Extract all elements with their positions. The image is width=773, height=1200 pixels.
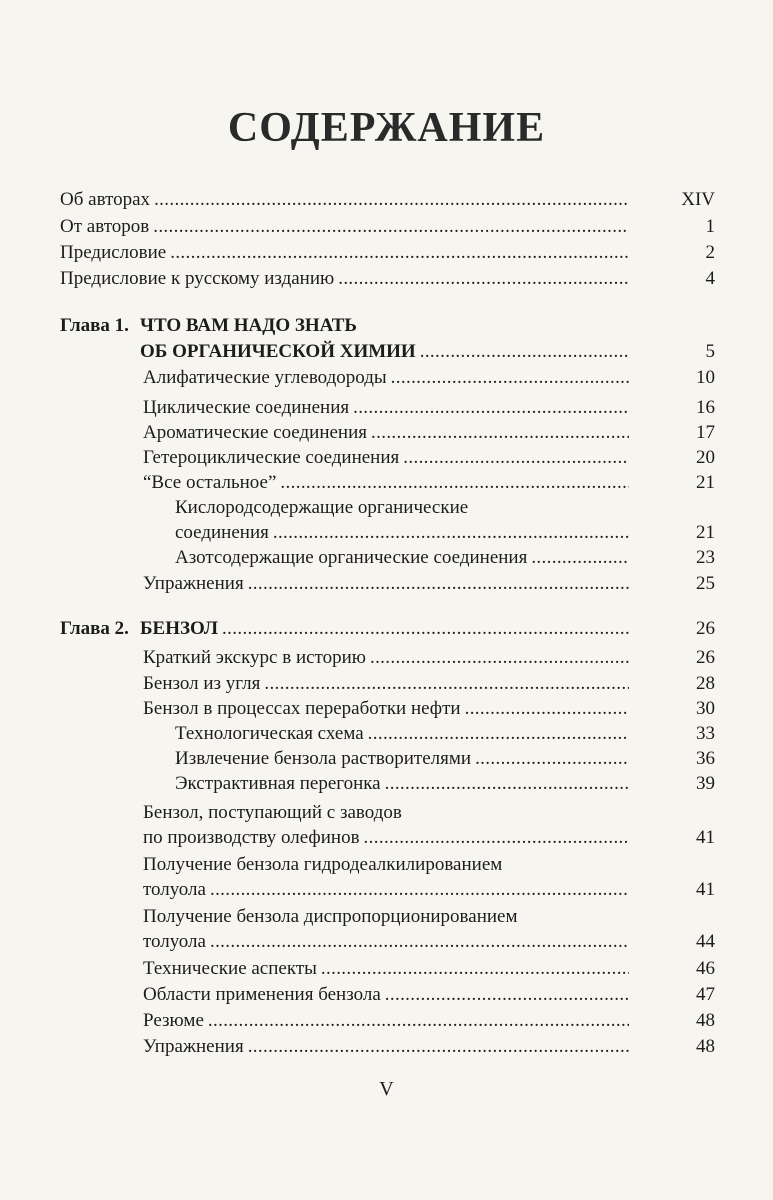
toc-entry[interactable] <box>143 645 715 671</box>
dot-leader <box>531 545 629 571</box>
toc-entry-text: Упражнения <box>143 573 244 594</box>
toc-entry-text: по производству олефинов <box>143 827 360 848</box>
toc-entry-page: 48 <box>696 1036 715 1057</box>
toc-entry-text: Предисловие к русскому изданию <box>60 268 335 289</box>
toc-entry-page: 1 <box>705 216 715 237</box>
chapter-1-label: Глава 1. <box>60 315 129 336</box>
dot-leader <box>321 956 629 982</box>
toc-entry-page: 20 <box>696 447 715 468</box>
toc-entry-text: БЕНЗОЛ <box>140 618 219 639</box>
chapter-2-label: Глава 2. <box>60 618 129 639</box>
toc-entry-page: 16 <box>696 397 715 418</box>
toc-entry-text: Предисловие <box>60 242 167 263</box>
toc-entry[interactable] <box>143 929 715 955</box>
toc-entry-text: толуола <box>143 931 206 952</box>
toc-entry-text: Бензол в процессах переработки нефти <box>143 698 461 719</box>
dot-leader <box>420 339 629 365</box>
toc-entry[interactable] <box>175 771 715 797</box>
dot-leader <box>273 520 629 546</box>
toc-entry-text: Гетероциклические соединения <box>143 447 400 468</box>
toc-entry[interactable] <box>175 746 715 772</box>
dot-leader <box>264 671 629 697</box>
dot-leader <box>368 721 629 747</box>
toc-entry-page: 30 <box>696 698 715 719</box>
toc-entry[interactable] <box>143 571 715 597</box>
toc-entry-page: 36 <box>696 748 715 769</box>
toc-entry-text-line1[interactable]: Получение бензола диспропорционированием <box>143 906 518 927</box>
page-title: СОДЕРЖАНИЕ <box>227 105 546 151</box>
toc-entry-page: 41 <box>696 827 715 848</box>
toc-entry-text: Упражнения <box>143 1036 244 1057</box>
dot-leader <box>385 982 629 1008</box>
dot-leader <box>338 266 629 292</box>
toc-entry-page: 26 <box>696 618 715 639</box>
toc-entry-page: 28 <box>696 673 715 694</box>
dot-leader <box>371 420 629 446</box>
dot-leader <box>364 825 629 851</box>
toc-entry[interactable] <box>143 445 715 471</box>
toc-entry[interactable] <box>143 395 715 421</box>
toc-entry[interactable] <box>60 214 715 240</box>
toc-entry[interactable] <box>175 721 715 747</box>
toc-entry-page: 44 <box>696 931 715 952</box>
toc-entry-text: “Все остальное” <box>143 472 277 493</box>
toc-entry-text: Азотсодержащие органические соединения <box>175 547 528 568</box>
toc-entry-page: 17 <box>696 422 715 443</box>
toc-entry-text: соединения <box>175 522 269 543</box>
toc-entry[interactable] <box>143 365 715 391</box>
dot-leader <box>248 1034 629 1060</box>
chapter-1-title[interactable] <box>140 339 715 365</box>
toc-entry-text: Технические аспекты <box>143 958 317 979</box>
toc-entry[interactable] <box>143 956 715 982</box>
toc-entry[interactable] <box>143 671 715 697</box>
toc-entry-page: XIV <box>681 189 715 210</box>
dot-leader <box>248 571 629 597</box>
dot-leader <box>280 470 629 496</box>
toc-entry-text: Об авторах <box>60 189 151 210</box>
toc-entry[interactable] <box>143 982 715 1008</box>
toc-entry[interactable] <box>175 520 715 546</box>
toc-entry-text: Области применения бензола <box>143 984 381 1005</box>
toc-entry-text: Ароматические соединения <box>143 422 368 443</box>
dot-leader <box>353 395 629 421</box>
dot-leader <box>403 445 629 471</box>
toc-entry-page: 26 <box>696 647 715 668</box>
toc-entry-text: Технологическая схема <box>175 723 364 744</box>
dot-leader <box>153 214 629 240</box>
toc-entry[interactable] <box>143 1008 715 1034</box>
toc-entry-page: 39 <box>696 773 715 794</box>
toc-entry-page: 10 <box>696 367 715 388</box>
dot-leader <box>370 645 629 671</box>
dot-leader <box>210 877 629 903</box>
toc-entry-text: толуола <box>143 879 206 900</box>
page-number: V <box>379 1078 394 1100</box>
toc-entry-text-line1[interactable]: Кислородсодержащие органические <box>175 497 469 518</box>
toc-entry-text-line1[interactable]: Бензол, поступающий с заводов <box>143 802 402 823</box>
dot-leader <box>222 616 629 642</box>
toc-entry-page: 46 <box>696 958 715 979</box>
dot-leader <box>170 240 629 266</box>
toc-entry-page: 33 <box>696 723 715 744</box>
toc-entry[interactable] <box>143 696 715 722</box>
toc-entry-text: Резюме <box>143 1010 204 1031</box>
chapter-2-title[interactable] <box>140 616 715 642</box>
dot-leader <box>465 696 629 722</box>
toc-entry-page: 25 <box>696 573 715 594</box>
toc-entry-page: 21 <box>696 472 715 493</box>
toc-entry[interactable] <box>143 877 715 903</box>
toc-entry-text: Алифатические углеводороды <box>143 367 387 388</box>
toc-entry-text: Экстрактивная перегонка <box>175 773 381 794</box>
toc-entry[interactable] <box>60 266 715 292</box>
toc-entry[interactable] <box>60 240 715 266</box>
dot-leader <box>385 771 629 797</box>
toc-entry-text: Бензол из угля <box>143 673 261 694</box>
toc-entry-text-line1[interactable]: Получение бензола гидродеалкилированием <box>143 854 503 875</box>
toc-entry-text: Краткий экскурс в историю <box>143 647 366 668</box>
toc-entry[interactable] <box>143 470 715 496</box>
chapter-1-title-line1[interactable]: ЧТО ВАМ НАДО ЗНАТЬ <box>140 315 357 336</box>
toc-entry[interactable] <box>60 187 715 213</box>
toc-entry-text: Циклические соединения <box>143 397 350 418</box>
toc-entry-page: 4 <box>705 268 715 289</box>
toc-entry[interactable] <box>143 1034 715 1060</box>
toc-entry-page: 23 <box>696 547 715 568</box>
toc-entry-page: 48 <box>696 1010 715 1031</box>
toc-entry-text: Извлечение бензола растворителями <box>175 748 472 769</box>
dot-leader <box>391 365 629 391</box>
toc-entry-page: 47 <box>696 984 715 1005</box>
toc-entry[interactable] <box>143 420 715 446</box>
dot-leader <box>208 1008 629 1034</box>
dot-leader <box>210 929 629 955</box>
dot-leader <box>475 746 629 772</box>
toc-entry-page: 2 <box>705 242 715 263</box>
toc-entry-page: 5 <box>705 341 715 362</box>
toc-entry[interactable] <box>143 825 715 851</box>
toc-entry-text: ОБ ОРГАНИЧЕСКОЙ ХИМИИ <box>140 341 416 362</box>
toc-entry-text: От авторов <box>60 216 150 237</box>
toc-entry-page: 21 <box>696 522 715 543</box>
dot-leader <box>154 187 629 213</box>
toc-entry-page: 41 <box>696 879 715 900</box>
toc-entry[interactable] <box>175 545 715 571</box>
